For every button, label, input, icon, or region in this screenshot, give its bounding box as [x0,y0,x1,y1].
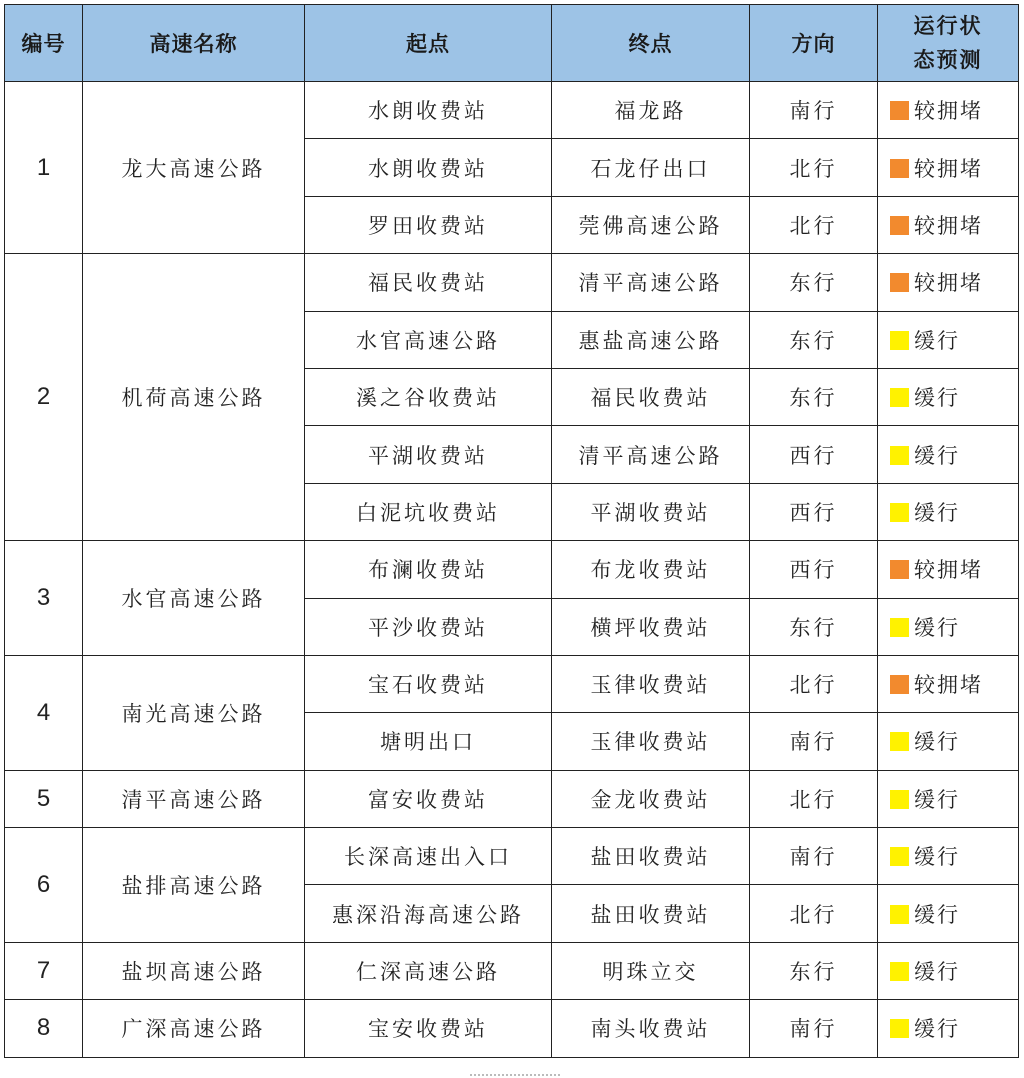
road-name: 龙大高速公路 [83,82,305,254]
travel-direction: 西行 [750,483,878,540]
status-label: 较拥堵 [914,213,983,238]
status-label: 缓行 [914,787,960,812]
travel-direction: 南行 [750,1000,878,1057]
road-number: 5 [5,770,83,827]
status-label: 缓行 [914,386,960,411]
road-number: 7 [5,942,83,999]
travel-direction: 南行 [750,828,878,885]
segment-end: 金龙收费站 [552,770,750,827]
travel-direction: 北行 [750,770,878,827]
table-row [5,770,1019,827]
segment-start: 布澜收费站 [305,541,552,598]
table-row [5,655,1019,712]
status-color-swatch [890,905,909,924]
travel-direction: 东行 [750,254,878,311]
status-color-swatch [890,732,909,751]
status-cell [878,426,1019,483]
road-number: 3 [5,541,83,656]
segment-start: 水朗收费站 [305,82,552,139]
header-row [5,5,1019,82]
status-color-swatch [890,618,909,637]
status-cell [878,655,1019,712]
status-color-swatch [890,503,909,522]
segment-end: 南头收费站 [552,1000,750,1057]
status-cell [878,254,1019,311]
status-color-swatch [890,675,909,694]
road-name: 水官高速公路 [83,541,305,656]
segment-end: 清平高速公路 [552,426,750,483]
segment-start: 白泥坑收费站 [305,483,552,540]
status-cell [878,196,1019,253]
header-status-line1: 运行状 [913,14,983,38]
status-cell [878,1000,1019,1057]
travel-direction: 北行 [750,196,878,253]
status-color-swatch [890,560,909,579]
status-cell [878,713,1019,770]
status-cell [878,885,1019,942]
segment-end: 盐田收费站 [552,828,750,885]
status-label: 缓行 [914,443,960,468]
segment-end: 清平高速公路 [552,254,750,311]
status-label: 缓行 [914,902,960,927]
status-label: 较拥堵 [914,156,983,181]
road-number: 6 [5,828,83,943]
segment-start: 塘明出口 [305,713,552,770]
segment-start: 福民收费站 [305,254,552,311]
status-label: 缓行 [914,328,960,353]
segment-start: 水官高速公路 [305,311,552,368]
table-row [5,254,1019,311]
table-row [5,942,1019,999]
road-name: 清平高速公路 [83,770,305,827]
road-name: 机荷高速公路 [83,254,305,541]
table-row [5,82,1019,139]
status-cell [878,541,1019,598]
segment-end: 平湖收费站 [552,483,750,540]
header-direction: 方向 [750,5,878,82]
travel-direction: 东行 [750,942,878,999]
table-row [5,541,1019,598]
travel-direction: 北行 [750,885,878,942]
table-row [5,1000,1019,1057]
segment-start: 富安收费站 [305,770,552,827]
segment-start: 平湖收费站 [305,426,552,483]
status-color-swatch [890,388,909,407]
travel-direction: 西行 [750,426,878,483]
road-number: 4 [5,655,83,770]
status-color-swatch [890,962,909,981]
segment-start: 罗田收费站 [305,196,552,253]
header-start: 起点 [305,5,552,82]
segment-start: 长深高速出入口 [305,828,552,885]
status-cell [878,770,1019,827]
status-cell [878,311,1019,368]
segment-start: 宝安收费站 [305,1000,552,1057]
segment-start: 仁深高速公路 [305,942,552,999]
segment-end: 盐田收费站 [552,885,750,942]
segment-end: 惠盐高速公路 [552,311,750,368]
status-label: 较拥堵 [914,99,983,124]
status-color-swatch [890,446,909,465]
road-number: 1 [5,82,83,254]
traffic-forecast-table-container [4,4,1018,1058]
status-label: 较拥堵 [914,673,983,698]
travel-direction: 东行 [750,598,878,655]
status-label: 缓行 [914,845,960,870]
status-label: 较拥堵 [914,271,983,296]
header-end: 终点 [552,5,750,82]
segment-end: 石龙仔出口 [552,139,750,196]
header-status [878,5,1019,82]
status-color-swatch [890,847,909,866]
header-no: 编号 [5,5,83,82]
travel-direction: 东行 [750,368,878,425]
bottom-divider [470,1074,560,1078]
segment-end: 莞佛高速公路 [552,196,750,253]
status-cell [878,828,1019,885]
road-name: 盐排高速公路 [83,828,305,943]
segment-start: 平沙收费站 [305,598,552,655]
status-color-swatch [890,1019,909,1038]
table-body [5,82,1019,1058]
segment-start: 水朗收费站 [305,139,552,196]
road-name: 南光高速公路 [83,655,305,770]
status-color-swatch [890,790,909,809]
segment-start: 惠深沿海高速公路 [305,885,552,942]
status-color-swatch [890,216,909,235]
travel-direction: 北行 [750,139,878,196]
status-label: 较拥堵 [914,558,983,583]
road-number: 8 [5,1000,83,1057]
travel-direction: 南行 [750,713,878,770]
travel-direction: 南行 [750,82,878,139]
travel-direction: 北行 [750,655,878,712]
travel-direction: 西行 [750,541,878,598]
segment-start: 溪之谷收费站 [305,368,552,425]
segment-end: 玉律收费站 [552,713,750,770]
status-label: 缓行 [914,1017,960,1042]
status-cell [878,139,1019,196]
segment-end: 横坪收费站 [552,598,750,655]
status-color-swatch [890,273,909,292]
status-label: 缓行 [914,960,960,985]
status-color-swatch [890,101,909,120]
segment-end: 玉律收费站 [552,655,750,712]
road-name: 盐坝高速公路 [83,942,305,999]
status-label: 缓行 [914,500,960,525]
status-cell [878,942,1019,999]
status-label: 缓行 [914,730,960,755]
segment-start: 宝石收费站 [305,655,552,712]
status-color-swatch [890,159,909,178]
status-cell [878,368,1019,425]
segment-end: 福民收费站 [552,368,750,425]
status-label: 缓行 [914,615,960,640]
segment-end: 福龙路 [552,82,750,139]
header-name: 高速名称 [83,5,305,82]
status-cell [878,82,1019,139]
travel-direction: 东行 [750,311,878,368]
status-color-swatch [890,331,909,350]
segment-end: 明珠立交 [552,942,750,999]
status-cell [878,598,1019,655]
road-number: 2 [5,254,83,541]
road-name: 广深高速公路 [83,1000,305,1057]
status-cell [878,483,1019,540]
table-row [5,828,1019,885]
segment-end: 布龙收费站 [552,541,750,598]
traffic-forecast-table [4,4,1019,1058]
header-status-line2: 态预测 [913,48,983,72]
